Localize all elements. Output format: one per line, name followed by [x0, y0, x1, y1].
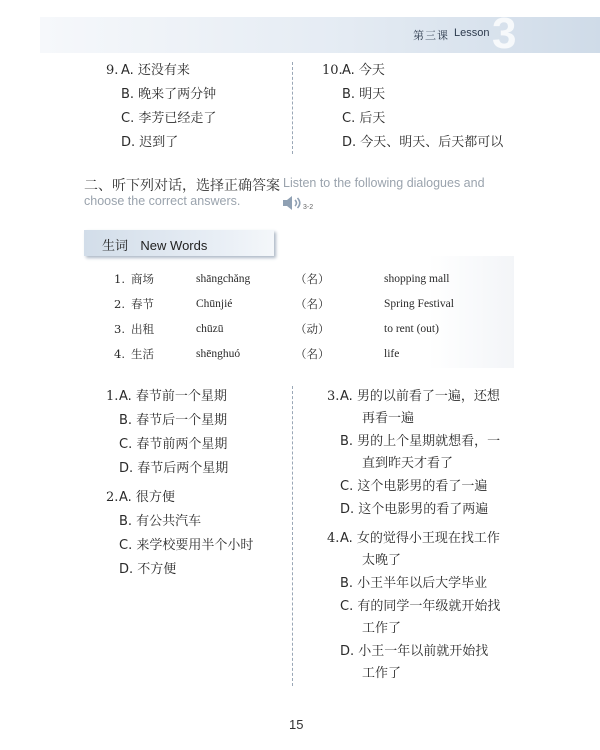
- word-hanzi: 出租: [131, 322, 154, 336]
- option-text: C. 有的同学一年级就开始找: [340, 599, 501, 614]
- option-text: B. 春节后一个星期: [119, 413, 228, 428]
- option-text: C. 春节前两个星期: [119, 437, 228, 452]
- option-text: D. 迟到了: [121, 135, 179, 150]
- word-num: 2.: [114, 297, 125, 311]
- option-text: C. 李芳已经走了: [121, 111, 217, 126]
- word-pos: （名）: [295, 297, 330, 311]
- option-text: C. 来学校要用半个小时: [119, 538, 254, 553]
- section-title-en: Listen to the following dialogues and: [283, 176, 485, 190]
- option-text: C. 这个电影男的看了一遍: [340, 479, 488, 494]
- word-pinyin: shēnghuó: [196, 348, 241, 360]
- option-text: D. 春节后两个星期: [119, 461, 229, 476]
- question-number: 1.: [106, 389, 119, 404]
- word-pinyin: chūzū: [196, 323, 224, 335]
- word-num: 3.: [114, 322, 125, 336]
- word-pos: （名）: [295, 272, 330, 286]
- section-subtitle-en: choose the correct answers.: [84, 194, 241, 208]
- audio-track-number: 3-2: [303, 204, 314, 211]
- word-meaning: Spring Festival: [384, 298, 454, 310]
- lesson-title-zh: 第三课: [413, 29, 449, 42]
- word-num: 1.: [114, 272, 125, 286]
- option-text: A. 还没有来: [121, 63, 190, 78]
- word-hanzi: 春节: [131, 297, 154, 311]
- option-text: B. 小王半年以后大学毕业: [340, 576, 488, 591]
- option-text: D. 小王一年以前就开始找: [340, 644, 489, 659]
- option-text: D. 不方便: [119, 562, 177, 577]
- lesson-number-watermark: 3: [492, 9, 517, 58]
- new-words-title: [102, 235, 207, 254]
- section-title: 二、听下列对话，选择正确答案: [84, 178, 280, 194]
- option-text: B. 晚来了两分钟: [121, 87, 217, 102]
- page-number: 15: [289, 717, 304, 732]
- question-number: 3.: [327, 389, 340, 404]
- word-hanzi: 生活: [131, 347, 154, 361]
- option-text: A. 女的觉得小王现在找工作: [340, 531, 500, 546]
- new-words-title-zh: 生词: [102, 239, 129, 254]
- option-text-continued: 直到昨天才看了: [362, 456, 454, 471]
- option-text-continued: 工作了: [362, 666, 402, 681]
- column-divider-bottom: [292, 386, 293, 686]
- option-text: A. 今天: [342, 63, 385, 78]
- word-pos: （动）: [295, 322, 330, 336]
- option-text: B. 明天: [342, 87, 386, 102]
- option-text: A. 男的以前看了一遍，还想: [340, 389, 500, 404]
- option-text-continued: 工作了: [362, 621, 402, 636]
- option-text: B. 男的上个星期就想看，一: [340, 434, 501, 449]
- option-text: C. 后天: [342, 111, 386, 126]
- option-text: D. 这个电影男的看了两遍: [340, 502, 489, 517]
- option-text-continued: 再看一遍: [362, 411, 415, 426]
- word-pos: （名）: [295, 347, 330, 361]
- lesson-title-en: Lesson: [454, 27, 490, 39]
- word-meaning: life: [384, 348, 400, 360]
- new-words-title-en: New Words: [140, 238, 208, 253]
- option-text: D. 今天、明天、后天都可以: [342, 135, 504, 150]
- word-meaning: shopping mall: [384, 273, 450, 285]
- option-text: A. 很方便: [119, 490, 175, 505]
- word-pinyin: shāngchǎng: [196, 273, 251, 285]
- audio-speaker-icon[interactable]: [281, 195, 303, 211]
- question-number: 10.: [322, 63, 343, 78]
- question-number: 9.: [106, 63, 119, 78]
- word-pinyin: Chūnjié: [196, 298, 233, 310]
- word-num: 4.: [114, 347, 125, 361]
- option-text: B. 有公共汽车: [119, 514, 202, 529]
- option-text: A. 春节前一个星期: [119, 389, 227, 404]
- word-hanzi: 商场: [131, 272, 154, 286]
- word-meaning: to rent (out): [384, 323, 439, 335]
- question-number: 2.: [106, 490, 119, 505]
- question-number: 4.: [327, 531, 340, 546]
- option-text-continued: 太晚了: [362, 553, 402, 568]
- column-divider-top: [292, 62, 293, 154]
